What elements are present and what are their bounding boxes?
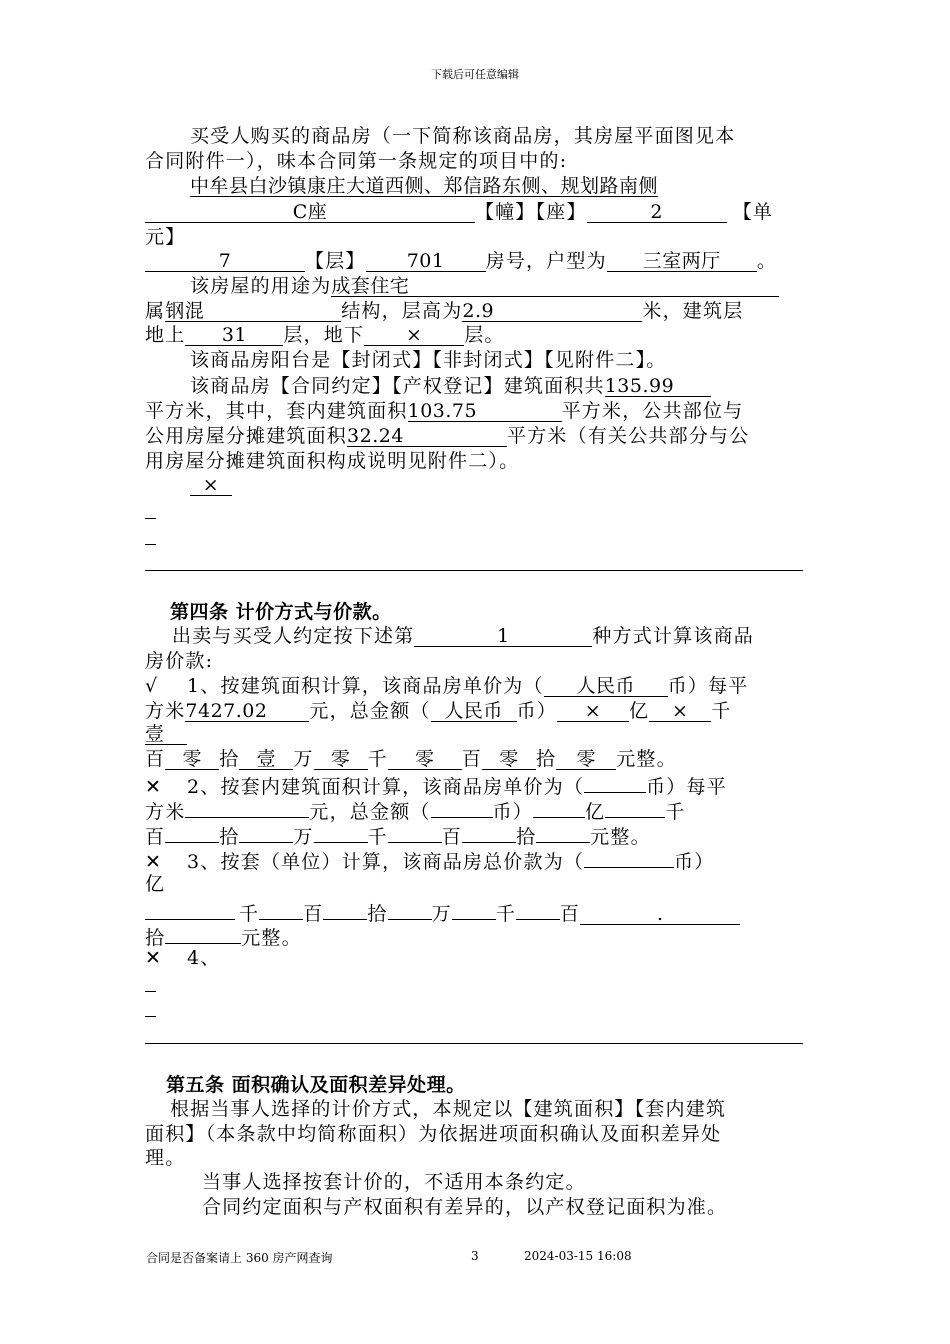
text: 元】 <box>145 226 186 248</box>
text: 千 <box>665 801 686 823</box>
blank-field <box>388 899 432 920</box>
cross-mark-icon: ✕ <box>145 776 163 798</box>
blank-value: × <box>190 475 232 496</box>
paragraph-line <box>202 1170 586 1194</box>
method-2-line <box>145 797 685 824</box>
check-mark-icon: √ <box>145 675 159 697</box>
paragraph-line <box>190 124 735 148</box>
blank-field <box>259 899 303 920</box>
blank-field <box>452 899 496 920</box>
amount-value: 零 <box>165 749 219 770</box>
page-number: 3 <box>471 1249 479 1263</box>
section-5-title: 第五条 面积确认及面积差异处理。 <box>166 1074 466 1096</box>
text: 千 <box>711 700 732 722</box>
text: 用房屋分摊建筑面积构成说明见附件二）。 <box>145 450 520 472</box>
blank-field <box>533 797 585 818</box>
amount-value: 零 <box>556 749 616 770</box>
text: 2、按套内建筑面积计算，该商品房单价为（ <box>187 776 585 798</box>
blank-field <box>462 822 516 843</box>
text: 理。 <box>145 1147 186 1169</box>
floor-number: 7 <box>145 251 305 272</box>
text: 千 <box>495 903 517 925</box>
text: 【层】 <box>305 250 366 272</box>
method-3-amount <box>145 899 740 926</box>
text: 面积】（本条款中均简称面积）为依据进项面积确认及面积差异处 <box>145 1123 722 1145</box>
text: 拾 <box>516 826 537 848</box>
text: 亿 <box>629 700 650 722</box>
amount-value: 零 <box>482 749 536 770</box>
text: 万 <box>293 826 314 848</box>
text: 万 <box>293 748 314 770</box>
text: 元整。 <box>590 826 651 848</box>
text: 币） <box>492 801 534 823</box>
method-1-line <box>145 722 187 746</box>
text: 百 <box>145 748 166 770</box>
text: 万 <box>431 903 452 925</box>
text: 地上 <box>145 324 186 346</box>
method-2-line <box>145 772 727 799</box>
amount-qian: × <box>649 701 711 722</box>
method-1-line <box>145 674 749 698</box>
text: 米，建筑层 <box>642 300 744 322</box>
structure-type: 钢混 <box>165 301 341 322</box>
text: 1、按建筑面积计算，该商品房单价为（ <box>187 675 544 697</box>
method-3-line <box>145 847 715 874</box>
inner-area: 103.75 <box>408 401 562 422</box>
amount-yi: × <box>557 701 629 722</box>
text: 4、 <box>187 947 221 969</box>
text: 百 <box>560 903 581 925</box>
text: 3、按套（单位）计算，该商品房总价款为（ <box>187 851 585 873</box>
floor-line <box>145 249 777 273</box>
blank-field <box>239 822 293 843</box>
decimal-field: . <box>580 904 740 925</box>
text: 方米 <box>145 700 186 722</box>
text: 该房屋的用途为 <box>190 275 332 297</box>
blank-field <box>165 822 219 843</box>
text: 拾 <box>145 927 166 949</box>
paragraph-line <box>145 1146 185 1170</box>
location-line <box>190 174 658 198</box>
blank-dash <box>145 991 156 992</box>
text: 币）每平 <box>667 675 749 697</box>
blank-field <box>431 797 493 818</box>
text: 百 <box>303 903 324 925</box>
footer-datetime: 2024-03-15 16:08 <box>524 1249 632 1263</box>
paragraph-line <box>145 872 165 896</box>
blank-field <box>185 797 309 818</box>
text: 拾 <box>219 748 240 770</box>
floors-above: 31 <box>185 325 283 346</box>
method-intro <box>172 624 754 648</box>
amount-value: 壹 <box>145 724 187 745</box>
blank-field <box>314 822 368 843</box>
text: 平方米，公共部位与 <box>561 400 744 422</box>
house-usage: 成套住宅 <box>331 276 779 297</box>
text: 平方米（有关公共部分与公 <box>507 425 750 447</box>
paragraph-line <box>145 649 213 673</box>
blank-field <box>145 899 235 920</box>
section-4-title: 第四条 计价方式与价款。 <box>170 601 392 623</box>
text: 【单 <box>732 201 774 223</box>
blank-field <box>584 847 674 868</box>
text: 千 <box>367 826 388 848</box>
currency-value: 人民币 <box>431 701 517 722</box>
room-number: 701 <box>366 251 486 272</box>
amount-value: 零 <box>314 749 368 770</box>
currency-value: 人民币 <box>544 676 668 697</box>
cross-mark-icon: ✕ <box>145 851 163 873</box>
method-number: 1 <box>414 626 592 647</box>
text: 房价款: <box>145 650 214 672</box>
area-line <box>145 399 743 423</box>
blank-dash <box>145 518 156 519</box>
footer-note: 合同是否备案请上 360 房产网查询 <box>146 1251 333 1265</box>
paragraph-line <box>145 1122 721 1146</box>
text: 元，总金额（ <box>309 801 431 823</box>
text: 【幢】【座】 <box>475 201 587 223</box>
project-location: 中牟县白沙镇康庄大道西侧、郑信路东侧、规划路南侧 <box>190 175 659 197</box>
area-line <box>145 424 749 448</box>
blank-field <box>584 772 646 793</box>
blank-field <box>165 923 241 944</box>
blank-field <box>536 822 590 843</box>
text: 层。 <box>464 324 505 346</box>
text: 房号，户型为 <box>485 250 607 272</box>
text: 拾 <box>536 748 557 770</box>
paragraph-line <box>145 449 519 473</box>
section-divider <box>145 570 803 571</box>
text: 公用房屋分摊建筑面积 <box>145 425 348 447</box>
text: 元整。 <box>241 927 302 949</box>
text: 出卖与买受人约定按下述第 <box>172 625 415 647</box>
text: 该商品房阳台是【封闭式】【非封闭式】【见附件二】。 <box>190 349 667 371</box>
total-area: 135.99 <box>605 376 711 397</box>
blank-line <box>190 473 232 497</box>
text: 层，地下 <box>283 324 365 346</box>
section-divider <box>145 1043 803 1044</box>
blank-field <box>323 899 367 920</box>
text: 。 <box>756 250 778 272</box>
text: 买受人购买的商品房（一下简称该商品房，其房屋平面图见本 <box>190 125 736 147</box>
text: 元整。 <box>616 748 677 770</box>
paragraph-line <box>145 149 567 173</box>
usage-line <box>190 274 779 298</box>
cross-mark-icon: ✕ <box>145 947 163 969</box>
text: 方米 <box>145 801 186 823</box>
text: 元，总金额（ <box>309 700 431 722</box>
text: 种方式计算该商品 <box>592 625 755 647</box>
floors-line <box>145 323 505 347</box>
text: 平方米，其中，套内建筑面积 <box>145 400 408 422</box>
paragraph-line <box>190 348 667 372</box>
paragraph-line <box>145 225 185 249</box>
area-line <box>190 374 711 398</box>
text: 属 <box>145 300 166 322</box>
building-line <box>145 200 773 224</box>
method-1-amount <box>145 747 677 771</box>
text: 该商品房【合同约定】【产权登记】建筑面积共 <box>190 375 605 397</box>
text: 拾 <box>367 903 388 925</box>
text: 亿 <box>145 873 166 895</box>
text: 千 <box>367 748 388 770</box>
unit-price: 7427.02 <box>185 701 309 722</box>
blank-field <box>605 797 665 818</box>
amount-value: 零 <box>388 749 462 770</box>
amount-value: 壹 <box>239 749 293 770</box>
shared-area: 32.24 <box>347 426 507 447</box>
floor-height: 2.9 <box>462 301 642 322</box>
text: 拾 <box>219 826 240 848</box>
unit-number: 2 <box>587 202 727 223</box>
text: 币）每平 <box>646 776 727 798</box>
text: 合同约定面积与产权面积有差异的，以产权登记面积为准。 <box>202 1196 728 1218</box>
building-value: C座 <box>145 202 475 223</box>
method-1-line <box>145 699 731 723</box>
text: 亿 <box>585 801 606 823</box>
blank-field <box>388 822 442 843</box>
blank-dash <box>145 1016 156 1017</box>
text: 根据当事人选择的计价方式，本规定以【建筑面积】【套内建筑 <box>170 1098 727 1120</box>
paragraph-line <box>170 1097 726 1121</box>
text: 千 <box>239 903 260 925</box>
text: 合同附件一），味本合同第一条规定的项目中的: <box>145 150 568 172</box>
text: 结构，层高为 <box>341 300 463 322</box>
floors-below: × <box>364 325 464 346</box>
blank-field <box>516 899 560 920</box>
text: 百 <box>441 826 463 848</box>
method-4-line <box>145 946 221 970</box>
house-layout: 三室两厅 <box>607 251 757 272</box>
blank-dash <box>145 544 156 545</box>
text: 币） <box>674 851 715 873</box>
structure-line <box>145 299 743 323</box>
method-2-amount <box>145 822 651 849</box>
page-header: 下载后可任意编辑 <box>431 68 519 81</box>
text: 当事人选择按套计价的，不适用本条约定。 <box>202 1171 586 1193</box>
text: 币） <box>516 700 558 722</box>
text: 百 <box>461 748 483 770</box>
text: 百 <box>145 826 166 848</box>
paragraph-line <box>202 1195 727 1219</box>
